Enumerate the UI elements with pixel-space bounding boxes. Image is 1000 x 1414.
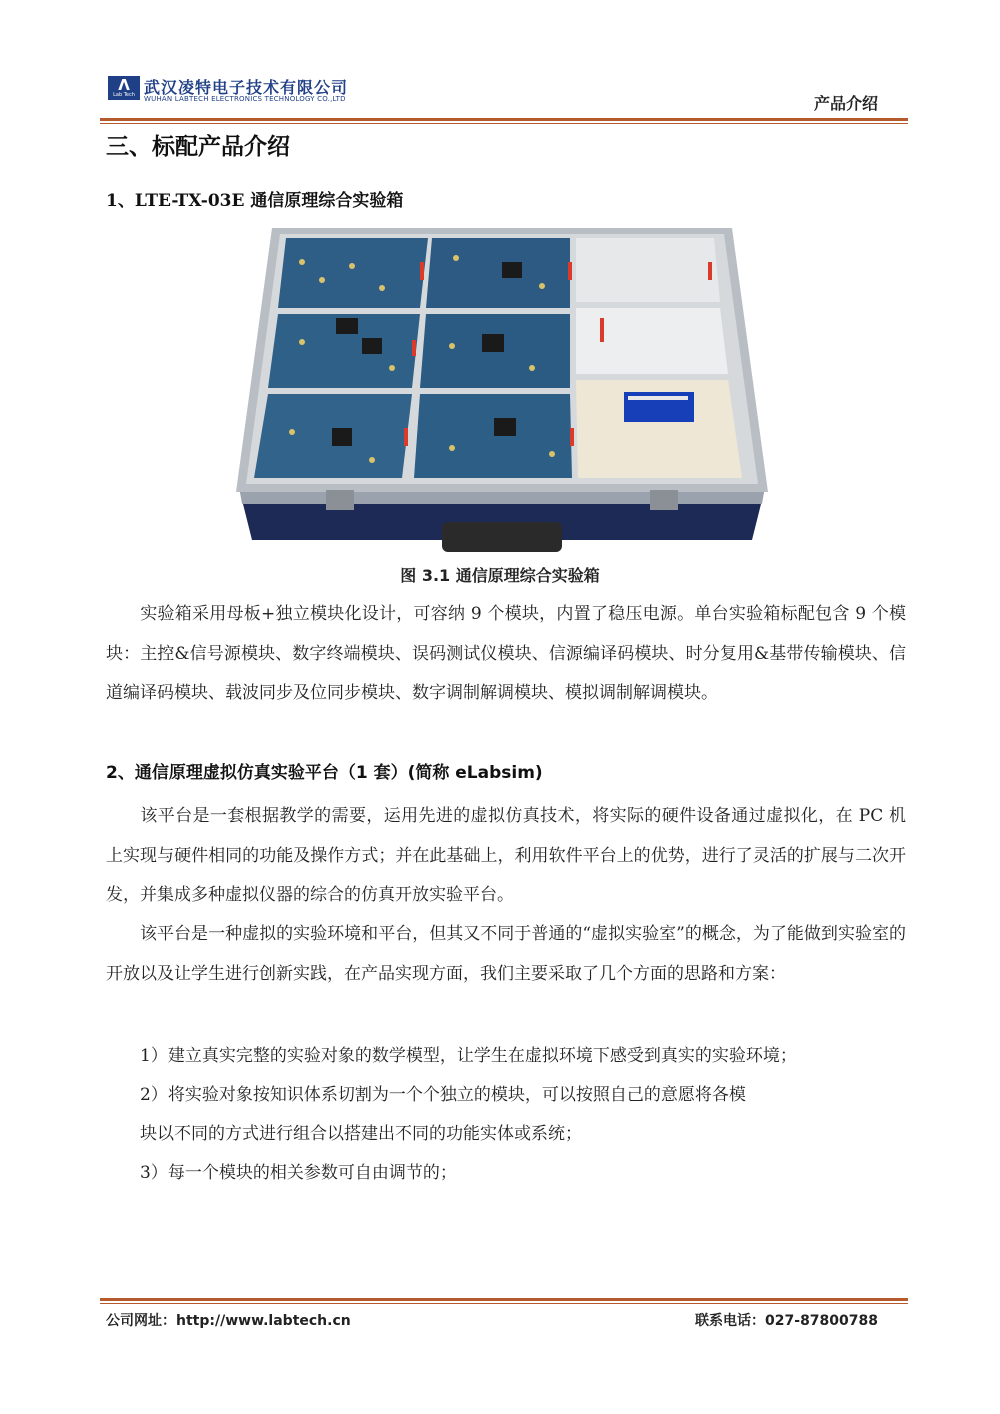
header-rule [100, 118, 908, 121]
footer-rule-thin [100, 1303, 908, 1304]
item2-heading: 2、通信原理虚拟仿真实验平台（1 套）(简称 eLabsim) [106, 763, 543, 783]
list-item: 2）将实验对象按知识体系切割为一个个独立的模块，可以按照自己的意愿将各模 [140, 1085, 746, 1105]
footer-phone: 联系电话：027-87800788 [695, 1313, 878, 1329]
list-item: 3）每一个模块的相关参数可自由调节的； [140, 1163, 457, 1183]
experiment-box-photo [232, 222, 772, 558]
logo-mark: Λ [118, 76, 130, 94]
page-header [0, 0, 1000, 125]
figure-caption: 图 3.1 通信原理综合实验箱 [400, 566, 600, 585]
item2-paragraph-1-text: 该平台是一套根据教学的需要，运用先进的虚拟仿真技术，将实际的硬件设备通过虚拟化，在 PC 机上实现与硬件相同的功能及操作方式；并在此基础上，利用软件平台上的优势，进行了灵活的扩展与二次开发，并集成多种虚拟仪器的综合的仿真开放实验平台。 [106, 806, 906, 905]
logo-small-text: Lab Tech [113, 92, 135, 98]
footer-website: 公司网址：http://www.labtech.cn [106, 1313, 351, 1329]
item1-paragraph-text: 实验箱采用母板+独立模块化设计，可容纳 9 个模块，内置了稳压电源。单台实验箱标配包含 9 个模块：主控&信号源模块、数字终端模块、误码测试仪模块、信源编译码模块、时分复用&基带传输模块、信道编译码模块、载波同步及位同步模块、数字调制解调模块、模拟调制解调模块。 [106, 604, 906, 703]
list-item: 块以不同的方式进行组合以搭建出不同的功能实体或系统； [140, 1124, 582, 1144]
section-label: 产品介绍 [813, 94, 878, 113]
company-logo [108, 76, 140, 100]
header-rule-thin [100, 123, 908, 124]
item2-paragraph-2 [106, 915, 906, 994]
item1-paragraph [106, 595, 906, 714]
company-name-cn: 武汉凌特电子技术有限公司 [144, 78, 349, 97]
item1-heading: 1、LTE-TX-03E 通信原理综合实验箱 [106, 191, 404, 211]
list-item: 1）建立真实完整的实验对象的数学模型，让学生在虚拟环境下感受到真实的实验环境； [140, 1046, 797, 1066]
item2-paragraph-1 [106, 797, 906, 916]
page-title: 三、标配产品介绍 [106, 134, 290, 160]
item2-paragraph-2-text: 该平台是一种虚拟的实验环境和平台，但其又不同于普通的“虚拟实验室”的概念，为了能做到实验室的开放以及让学生进行创新实践，在产品实现方面，我们主要采取了几个方面的思路和方案： [106, 924, 906, 984]
footer-rule [100, 1298, 908, 1301]
company-name-en: WUHAN LABTECH ELECTRONICS TECHNOLOGY CO.,LTD [144, 95, 346, 103]
